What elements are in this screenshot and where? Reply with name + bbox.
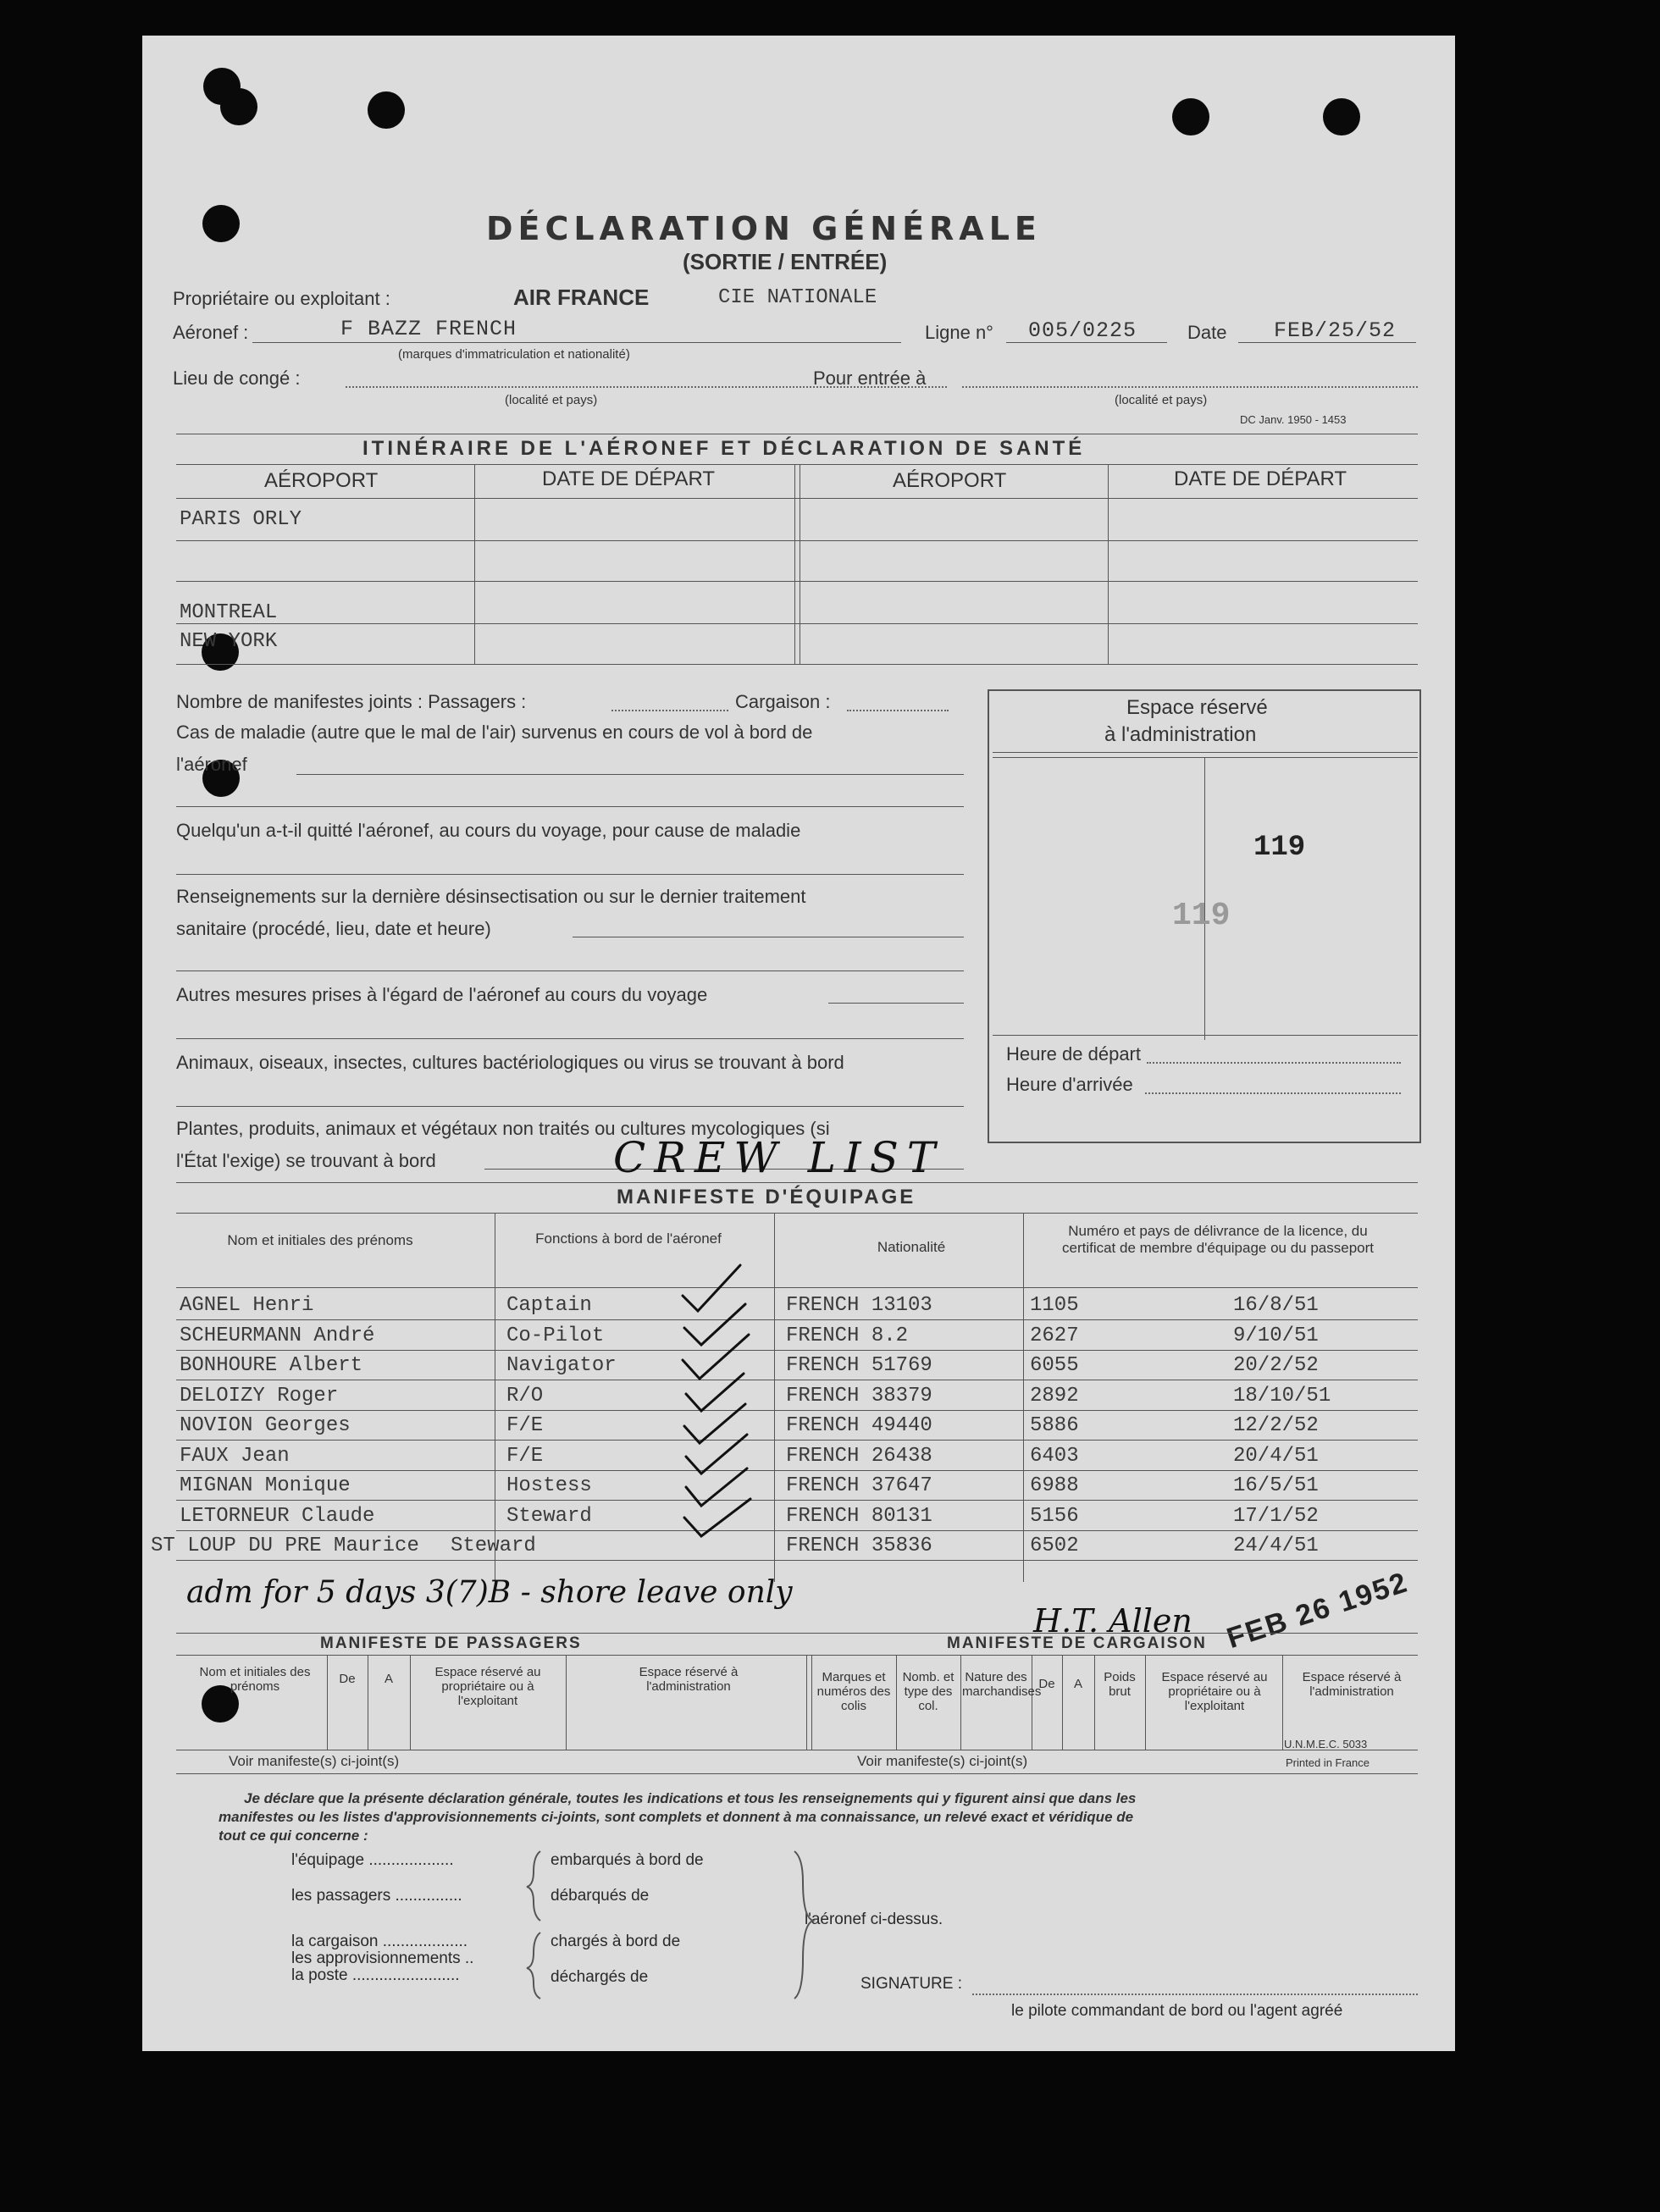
- admin-number: 119: [1253, 832, 1306, 864]
- admin-heading: Espace réservé: [1126, 696, 1268, 719]
- aircraft-label: Aéronef :: [173, 322, 249, 343]
- crew-license-date: 16/5/51: [1233, 1474, 1319, 1497]
- punch-hole: [1172, 98, 1209, 135]
- health-question: Renseignements sur la dernière désinsectisation ou sur le dernier traitement: [176, 886, 806, 907]
- print-reference: U.N.M.E.C. 5033: [1284, 1738, 1368, 1750]
- cargo-heading: MANIFESTE DE CARGAISON: [947, 1634, 1207, 1652]
- crew-license-date: 9/10/51: [1233, 1324, 1319, 1347]
- crew-nationality: FRENCH 51769: [786, 1354, 932, 1377]
- passenger-col: Espace réservé à l'administration: [639, 1665, 739, 1694]
- owner-typed: CIE NATIONALE: [718, 286, 877, 309]
- crew-license-date: 20/2/52: [1233, 1354, 1319, 1377]
- crew-nationality: FRENCH 37647: [786, 1474, 932, 1497]
- departure-note: (localité et pays): [505, 393, 598, 407]
- crew-function: Steward: [451, 1535, 536, 1557]
- declaration-item: la cargaison ...................: [291, 1933, 468, 1950]
- line-label: Ligne n°: [925, 322, 993, 343]
- crew-name: LETORNEUR Claude: [180, 1504, 375, 1528]
- crew-name: MIGNAN Monique: [180, 1474, 351, 1497]
- declaration-item: déchargés de: [551, 1968, 649, 1986]
- health-question: l'aéronef: [176, 754, 247, 775]
- passenger-col: Espace réservé au propriétaire ou à l'exploitant: [434, 1665, 541, 1708]
- crew-col-name: Nom et initiales des prénoms: [227, 1232, 413, 1248]
- departure-label: Lieu de congé :: [173, 368, 301, 389]
- declaration-item: les passagers ...............: [291, 1887, 462, 1905]
- crew-nationality: FRENCH 13103: [786, 1294, 932, 1317]
- crew-license: 5886: [1030, 1414, 1079, 1437]
- health-question: Quelqu'un a-t-il quitté l'aéronef, au cours du voyage, pour cause de maladie: [176, 820, 801, 841]
- crew-function: F/E: [506, 1444, 544, 1468]
- brace-decorations: [515, 1848, 845, 2000]
- aircraft-note: (marques d'immatriculation et nationalité): [398, 347, 630, 362]
- print-reference: Printed in France: [1286, 1756, 1370, 1769]
- crew-license: 6055: [1030, 1354, 1079, 1377]
- declaration-item: chargés à bord de: [551, 1933, 681, 1950]
- punch-hole: [1323, 98, 1360, 135]
- crew-license: 5156: [1030, 1504, 1079, 1528]
- crew-function: Captain: [506, 1294, 592, 1317]
- date-stamp: FEB 26 1952: [1223, 1566, 1413, 1656]
- cargo-col: A: [1073, 1677, 1082, 1691]
- crew-nationality: FRENCH 49440: [786, 1414, 932, 1437]
- cargo-footer: Voir manifeste(s) ci-joint(s): [857, 1753, 1028, 1769]
- crew-name: SCHEURMANN André: [180, 1324, 375, 1347]
- health-question: l'État l'exige) se trouvant à bord: [176, 1150, 436, 1171]
- cargo-col: Marques et numéros des colis: [816, 1670, 891, 1713]
- arrival-time-label: Heure d'arrivée: [1006, 1074, 1133, 1095]
- crew-function: Hostess: [506, 1474, 592, 1497]
- crew-license: 6502: [1030, 1535, 1079, 1557]
- aircraft-value: F BAZZ FRENCH: [340, 317, 517, 341]
- crew-license-date: 16/8/51: [1233, 1294, 1319, 1317]
- form-reference: DC Janv. 1950 - 1453: [1240, 413, 1347, 426]
- health-question: Animaux, oiseaux, insectes, cultures bactériologiques ou virus se trouvant à bord: [176, 1052, 844, 1073]
- declaration-text: Je déclare que la présente déclaration générale, toutes les indications et tous les renseignements qui y figurent ainsi que dans les: [244, 1790, 1137, 1806]
- crew-nationality: FRENCH 80131: [786, 1504, 932, 1528]
- admin-heading: à l'administration: [1104, 723, 1257, 746]
- crew-function: Steward: [506, 1504, 592, 1528]
- crew-function: Co-Pilot: [506, 1324, 605, 1347]
- cargo-col: Poids brut: [1104, 1670, 1136, 1699]
- punch-hole: [368, 91, 405, 129]
- admin-number-faint: 119: [1172, 898, 1231, 934]
- crew-nationality: FRENCH 26438: [786, 1444, 932, 1468]
- crew-license-date: 17/1/52: [1233, 1504, 1319, 1528]
- declaration-item: l'équipage ...................: [291, 1851, 454, 1869]
- declaration-item: embarqués à bord de: [551, 1851, 704, 1869]
- health-question: Plantes, produits, animaux et végétaux non traités ou cultures mycologiques (si: [176, 1118, 830, 1139]
- signature-label: SIGNATURE :: [860, 1975, 962, 1993]
- crew-name: ST LOUP DU PRE Maurice: [151, 1535, 419, 1557]
- date-label: Date: [1187, 322, 1227, 343]
- cargo-col: Nomb. et type des col.: [902, 1670, 955, 1713]
- line-value: 005/0225: [1028, 318, 1137, 343]
- date-value: FEB/25/52: [1274, 318, 1397, 343]
- itinerary-col-date: DATE DE DÉPART: [542, 467, 716, 490]
- crew-name: FAUX Jean: [180, 1444, 290, 1468]
- form-subtitle: (SORTIE / ENTRÉE): [683, 249, 888, 274]
- crew-list-handwriting: CREW LIST: [613, 1133, 944, 1182]
- departure-time-label: Heure de départ: [1006, 1043, 1141, 1065]
- checkmarks: [676, 1260, 777, 1582]
- crew-col-nationality: Nationalité: [877, 1239, 946, 1255]
- crew-nationality: FRENCH 8.2: [786, 1324, 909, 1347]
- cargo-col: Espace réservé à l'administration: [1302, 1670, 1402, 1699]
- crew-function: R/O: [506, 1384, 544, 1407]
- crew-license: 2627: [1030, 1324, 1079, 1347]
- itinerary-entry: PARIS ORLY: [180, 508, 302, 531]
- itinerary-entry: MONTREAL: [180, 601, 278, 624]
- crew-license: 2892: [1030, 1384, 1079, 1407]
- form-title: DÉCLARATION GÉNÉRALE: [486, 210, 1042, 247]
- signature-handwriting: H.T. Allen: [1033, 1602, 1192, 1640]
- passenger-col: De: [339, 1672, 356, 1686]
- declaration-aircraft: l'aéronef ci-dessus.: [805, 1911, 943, 1928]
- crew-col-license: Numéro et pays de délivrance de la licence, du certificat de membre d'équipage ou du passeport: [1061, 1223, 1375, 1256]
- health-question: sanitaire (procédé, lieu, date et heure): [176, 918, 491, 939]
- crew-license-date: 12/2/52: [1233, 1414, 1319, 1437]
- crew-name: NOVION Georges: [180, 1414, 351, 1437]
- crew-function: Navigator: [506, 1354, 617, 1377]
- punch-hole: [202, 205, 240, 242]
- crew-name: DELOIZY Roger: [180, 1384, 339, 1407]
- crew-nationality: FRENCH 35836: [786, 1535, 932, 1557]
- itinerary-entry: NEW YORK: [180, 630, 278, 653]
- crew-handnote: adm for 5 days 3(7)B - shore leave only: [186, 1575, 793, 1610]
- declaration-text: manifestes ou les listes d'approvisionnements ci-joints, sont complets et donnent à ma connaissance, un relevé exact et véridique de: [219, 1809, 1134, 1825]
- cargo-label: Cargaison :: [735, 691, 831, 712]
- itinerary-col-airport: AÉROPORT: [264, 469, 379, 492]
- cargo-col: Espace réservé au propriétaire ou à l'exploitant: [1161, 1670, 1268, 1713]
- entry-label: Pour entrée à: [813, 368, 927, 389]
- owner-value: AIR FRANCE: [513, 285, 650, 310]
- punch-hole: [220, 88, 257, 125]
- declaration-item: la poste ........................: [291, 1966, 460, 1984]
- crew-license-date: 18/10/51: [1233, 1384, 1331, 1407]
- passenger-col: A: [384, 1672, 393, 1686]
- signer-label: le pilote commandant de bord ou l'agent agréé: [1011, 2002, 1343, 2020]
- itinerary-heading: ITINÉRAIRE DE L'AÉRONEF ET DÉCLARATION DE SANTÉ: [362, 437, 1086, 460]
- crew-function: F/E: [506, 1414, 544, 1437]
- crew-name: AGNEL Henri: [180, 1294, 314, 1317]
- passenger-heading: MANIFESTE DE PASSAGERS: [320, 1634, 582, 1652]
- crew-license: 1105: [1030, 1294, 1079, 1317]
- form-sheet: [142, 36, 1455, 2051]
- crew-license: 6403: [1030, 1444, 1079, 1468]
- cargo-col: Nature des marchandises: [962, 1670, 1042, 1699]
- cargo-col: De: [1038, 1677, 1055, 1691]
- crew-col-function: Fonctions à bord de l'aéronef: [535, 1230, 722, 1247]
- passenger-footer: Voir manifeste(s) ci-joint(s): [229, 1753, 400, 1769]
- itinerary-col-date2: DATE DE DÉPART: [1174, 467, 1347, 490]
- owner-label: Propriétaire ou exploitant :: [173, 288, 390, 309]
- declaration-item: les approvisionnements ..: [291, 1949, 474, 1967]
- crew-license-date: 20/4/51: [1233, 1444, 1319, 1468]
- crew-name: BONHOURE Albert: [180, 1354, 363, 1377]
- declaration-item: débarqués de: [551, 1887, 650, 1905]
- passenger-col: Nom et initiales des prénoms: [199, 1665, 311, 1694]
- health-question: Autres mesures prises à l'égard de l'aéronef au cours du voyage: [176, 984, 708, 1005]
- crew-license-date: 24/4/51: [1233, 1535, 1319, 1557]
- crew-nationality: FRENCH 38379: [786, 1384, 932, 1407]
- crew-license: 6988: [1030, 1474, 1079, 1497]
- health-question: Cas de maladie (autre que le mal de l'air) survenus en cours de vol à bord de: [176, 722, 813, 743]
- manifests-label: Nombre de manifestes joints : Passagers :: [176, 691, 527, 712]
- declaration-text: tout ce qui concerne :: [219, 1828, 368, 1844]
- crew-heading: MANIFESTE D'ÉQUIPAGE: [617, 1186, 916, 1208]
- entry-note: (localité et pays): [1115, 393, 1208, 407]
- itinerary-col-airport2: AÉROPORT: [893, 469, 1007, 492]
